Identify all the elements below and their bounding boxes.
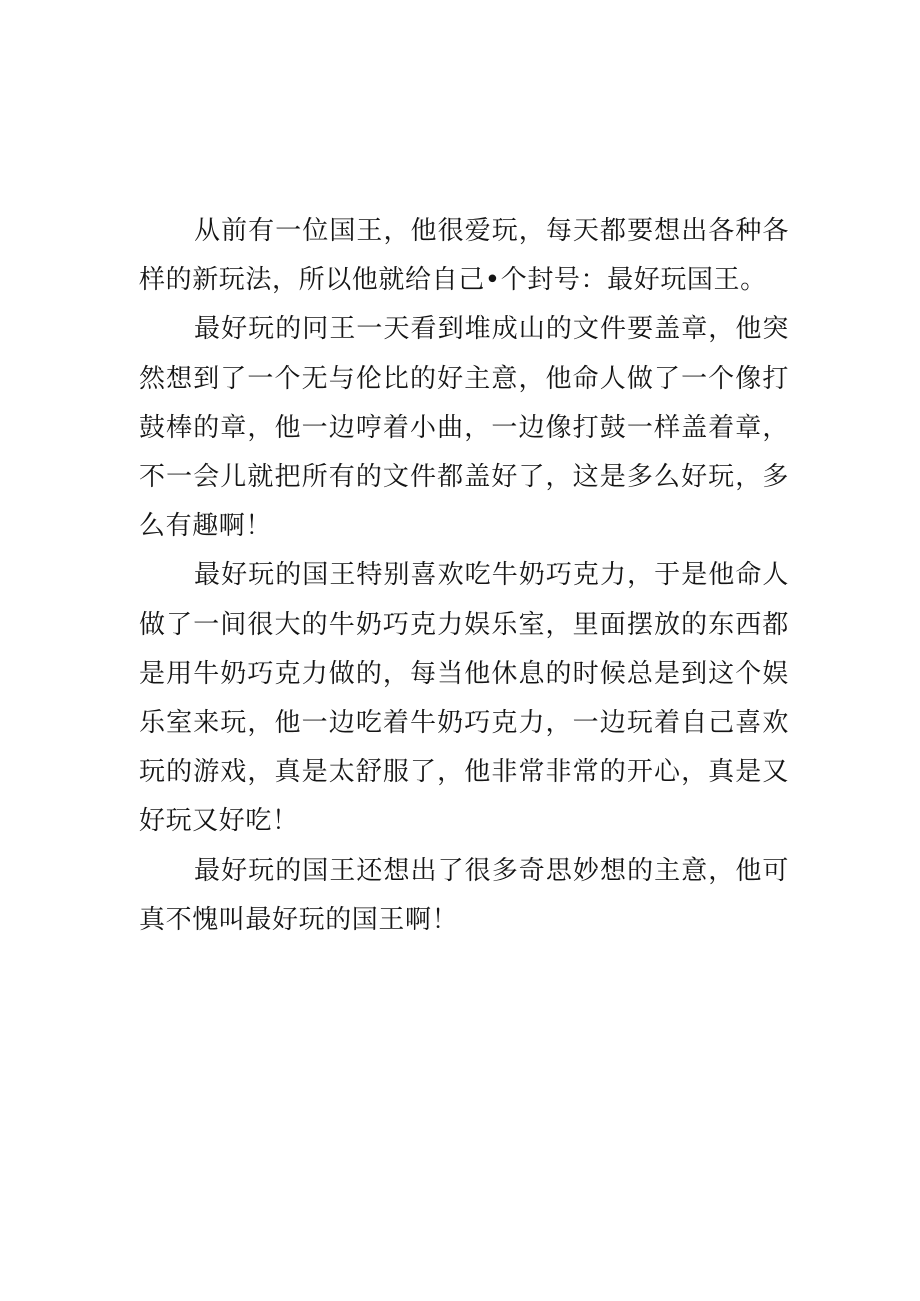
paragraph: 从前有一位国王，他很爱玩，每天都要想出各种各样的新玩法，所以他就给自己•个封号：最好玩国王。 <box>139 216 789 296</box>
paragraph: 最好玩的冋王一天看到堆成山的文件要盖章，他突然想到了一个无与伦比的好主意，他命人做了一个像打鼓棒的章，他一边哼着小曲，一边像打鼓一样盖着章，不一会儿就把所有的文件都盖好了，这是多么好玩，多么有趣啊！ <box>139 314 789 542</box>
paragraph: 最好玩的国王特别喜欢吃牛奶巧克力，于是他命人做了一间很大的牛奶巧克力娱乐室，里面摆放的东西都是用牛奶巧克力做的，每当他休息的时候总是到这个娱乐室来玩，他一边吃着牛奶巧克力，一边玩着自己喜欢玩的游戏，真是太舒服了，他非常非常的开心，真是又好玩又好吃！ <box>139 560 789 837</box>
paragraph: 最好玩的国王还想出了很多奇思妙想的主意，他可真不愧叫最好玩的国王啊！ <box>139 855 789 935</box>
document-body <box>139 207 789 945</box>
